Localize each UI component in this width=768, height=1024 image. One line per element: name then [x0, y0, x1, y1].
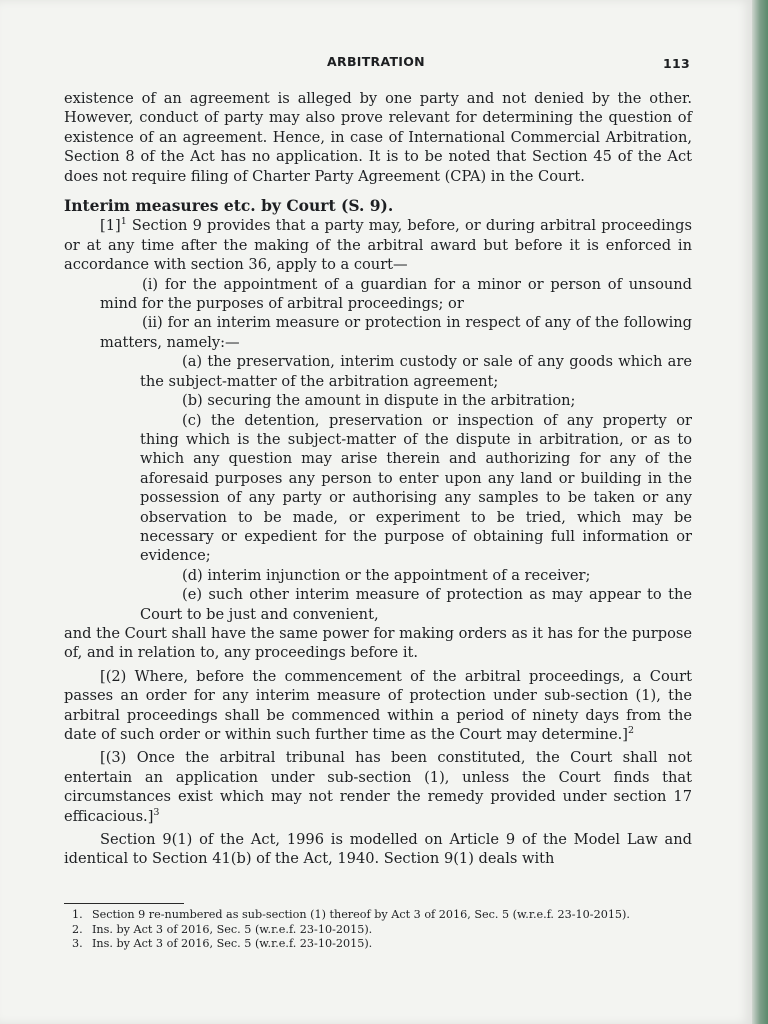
footnotes [64, 908, 692, 952]
footnote-item [64, 923, 692, 938]
running-header [60, 54, 692, 72]
subsection-1-text: Section 9 provides that a party may, before, or during arbitral proceedings or at any time after the making of the arbitral award but before it is enforced in accordance with section 36, apply to a court— [64, 217, 692, 274]
footnote-item [64, 937, 692, 952]
final-paragraph: Section 9(1) of the Act, 1996 is modelled on Article 9 of the Model Law and identical to Section 41(b) of the Act, 1940. Section 9(1) deals with [64, 831, 692, 868]
footnote-ref-1: 1 [120, 216, 127, 228]
subsection-1-intro [64, 216, 692, 274]
footnote-divider [64, 903, 184, 904]
page-edge [752, 0, 768, 1024]
clause-a: (a) the preservation, interim custody or sale of any goods which are the subject-matter of the arbitration agreement; [140, 353, 692, 390]
subsection-1-label: [1] [100, 217, 121, 235]
subsection-3-text: [(3) Once the arbitral tribunal has been constituted, the Court shall not entertain an application under sub-section (1), unless the Court finds that circumstances exist which may not render the remedy provided under section 17 efficacious.] [64, 749, 692, 825]
clause-d: (d) interim injunction or the appointment of a receiver; [182, 566, 591, 584]
clause-b: (b) securing the amount in dispute in the arbitration; [182, 392, 576, 410]
footnote-number: 2. [72, 922, 83, 936]
subsection-3 [64, 748, 692, 826]
footnote-ref-3: 3 [153, 806, 160, 818]
section-heading: Interim measures etc. by Court (S. 9). [64, 196, 394, 216]
clause-ii: (ii) for an interim measure or protection in respect of any of the following matters, namely:— [100, 314, 692, 351]
subsection-1-closing: and the Court shall have the same power for making orders as it has for the purpose of, and in relation to, any proceedings before it. [64, 624, 692, 662]
footnote-text: Ins. by Act 3 of 2016, Sec. 5 (w.r.e.f. 23-10-2015). [92, 937, 373, 951]
footnote-number: 1. [72, 908, 83, 921]
main-text [64, 89, 692, 869]
footnote-ref-2: 2 [627, 725, 635, 736]
clause-i: (i) for the appointment of a guardian for a minor or person of unsound mind for the purposes of arbitral proceedings; or [100, 275, 692, 313]
page-number: 113 [663, 56, 690, 71]
clause-c: (c) the detention, preservation or inspection of any property or thing which is the subject-matter of the dispute in arbitration, or as to which any question may arise therein and authorizing for any of the aforesaid purposes any person to enter upon any land or building in the possession of any party or authorising any samples to be taken or any observation to be made, or experiment to be tried, which may be necessary or expedient for the purpose of obtaining full information or evidence; [140, 411, 692, 565]
subsection-2 [64, 667, 692, 745]
footnote-text: Ins. by Act 3 of 2016, Sec. 5 (w.r.e.f. 23-10-2015). [92, 922, 373, 936]
footnote-text: Section 9 re-numbered as sub-section (1) thereof by Act 3 of 2016, Sec. 5 (w.r.e.f. 23-10-2015). [92, 908, 630, 921]
footnote-number: 3. [72, 937, 83, 951]
running-title: ARBITRATION [327, 54, 425, 69]
clause-e: (e) such other interim measure of protection as may appear to the Court to be just and convenient, [140, 586, 692, 623]
intro-paragraph: existence of an agreement is alleged by one party and not denied by the other. However, conduct of party may also prove relevant for determining the question of existence of an agreement. Hence, in case of International Commercial Arbitration, Section 8 of the Act has no application. It is to be noted that Section 45 of the Act does not require filing of Charter Party Agreement (CPA) in the Court. [64, 90, 692, 185]
subsection-2-text: [(2) Where, before the commencement of the arbitral proceedings, a Court passes an order for any interim measure of protection under sub-section (1), the arbitral proceedings shall be commenced within a period of ninety days from the date of such order or within such further time as the Court may determine.] [64, 667, 692, 743]
footnote-item [64, 908, 692, 923]
